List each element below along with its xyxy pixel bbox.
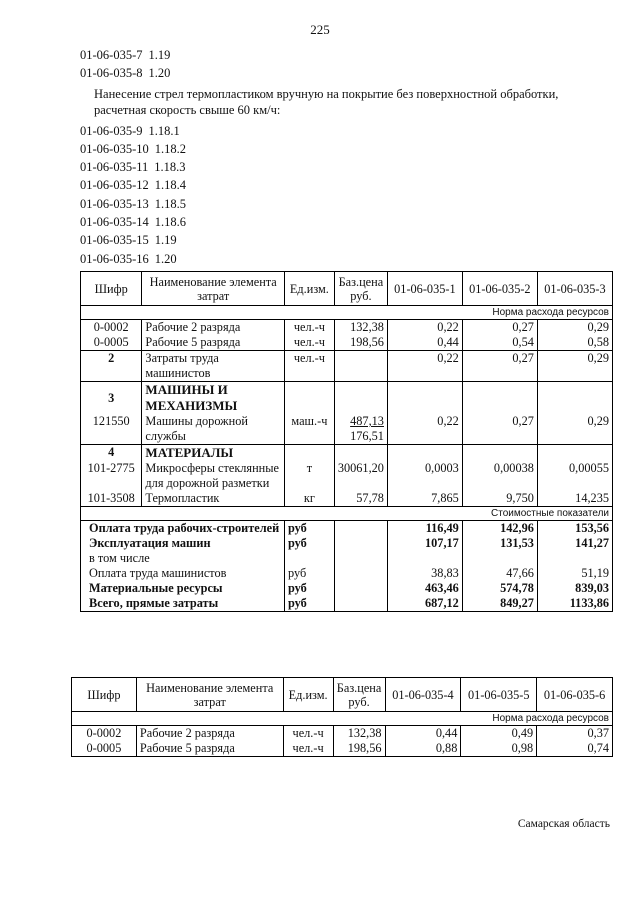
cell-empty bbox=[334, 566, 387, 581]
code-value: 1.18.2 bbox=[154, 141, 186, 156]
cell-value: 14,235 bbox=[537, 491, 612, 507]
header-col-2: 01-06-035-2 bbox=[462, 272, 537, 306]
code: 01-06-035-8 bbox=[80, 66, 143, 81]
header-col-1: 01-06-035-1 bbox=[387, 272, 462, 306]
header-col-3: 01-06-035-3 bbox=[537, 272, 612, 306]
cell-value: 0,44 bbox=[387, 335, 462, 351]
code-row bbox=[80, 122, 594, 140]
cell-value: 0,37 bbox=[537, 726, 613, 742]
cell-empty bbox=[387, 382, 462, 415]
code-row bbox=[80, 64, 594, 82]
cell-value: 0,27 bbox=[462, 351, 537, 382]
cell-value: 0,58 bbox=[537, 335, 612, 351]
header-price: Баз.цена руб. bbox=[333, 678, 385, 712]
cell-value: 0,29 bbox=[537, 351, 612, 382]
cell-value: 0,22 bbox=[387, 351, 462, 382]
table-row bbox=[72, 741, 613, 757]
total-row bbox=[81, 566, 613, 581]
cell-code: 0-0002 bbox=[81, 320, 142, 336]
cell-price: 132,38 bbox=[334, 320, 387, 336]
code-row bbox=[80, 158, 594, 176]
cell-unit: чел.-ч bbox=[284, 335, 334, 351]
cell-value: 0,88 bbox=[385, 741, 461, 757]
code: 01-06-035-15 bbox=[80, 233, 149, 248]
cell-price: 198,56 bbox=[334, 335, 387, 351]
norm-label: Норма расхода ресурсов bbox=[72, 712, 613, 726]
code-row bbox=[80, 176, 594, 194]
total-unit: руб bbox=[284, 536, 334, 566]
table-row bbox=[81, 461, 613, 491]
cell-value: 0,0003 bbox=[387, 461, 462, 491]
cell-value: 9,750 bbox=[462, 491, 537, 507]
total-name: Всего, прямые затраты bbox=[81, 596, 285, 612]
table-row bbox=[81, 335, 613, 351]
cell-value: 0,98 bbox=[461, 741, 537, 757]
total-value: 131,53 bbox=[462, 536, 537, 566]
code-row bbox=[80, 46, 594, 64]
page-number: 225 bbox=[310, 22, 330, 37]
total-value: 574,78 bbox=[462, 581, 537, 596]
total-name: Материальные ресурсы bbox=[81, 581, 285, 596]
cell-name: Рабочие 2 разряда bbox=[142, 320, 285, 336]
cell-empty bbox=[537, 445, 612, 462]
code-row bbox=[80, 231, 594, 249]
code-value: 1.18.3 bbox=[154, 160, 186, 175]
code: 01-06-035-16 bbox=[80, 251, 149, 266]
cell-empty bbox=[334, 596, 387, 612]
cell-price: 30061,20 bbox=[334, 461, 387, 491]
cell-code: 4 bbox=[81, 445, 142, 462]
cell-unit: чел.-ч bbox=[283, 726, 333, 742]
total-name: Оплата труда машинистов bbox=[81, 566, 285, 581]
total-row bbox=[81, 596, 613, 612]
cell-empty bbox=[387, 445, 462, 462]
cell-price: 132,38 bbox=[333, 726, 385, 742]
code-value: 1.19 bbox=[148, 48, 171, 62]
cell-value: 0,22 bbox=[387, 320, 462, 336]
total-value: 38,83 bbox=[387, 566, 462, 581]
cell-value: 0,49 bbox=[461, 726, 537, 742]
code-value: 1.18.6 bbox=[154, 215, 186, 230]
code-value: 1.20 bbox=[148, 66, 171, 81]
cell-unit: маш.-ч bbox=[284, 414, 334, 445]
header-row bbox=[72, 678, 613, 712]
total-value: 116,49 bbox=[387, 521, 462, 537]
cell-empty bbox=[334, 382, 387, 415]
cell-empty bbox=[284, 382, 334, 415]
cell-value: 0,27 bbox=[462, 414, 537, 445]
total-row bbox=[81, 521, 613, 537]
total-name: Оплата труда рабочих-строителей bbox=[81, 521, 285, 537]
cost-label: Стоимостные показатели bbox=[81, 507, 613, 521]
total-unit: руб bbox=[284, 581, 334, 596]
total-value: 1133,86 bbox=[537, 596, 612, 612]
cost-label-row bbox=[81, 507, 613, 521]
cell-price: 198,56 bbox=[333, 741, 385, 757]
price-numerator: 487,13 bbox=[350, 414, 384, 428]
cell-unit: т bbox=[284, 461, 334, 491]
cell-value: 0,29 bbox=[537, 320, 612, 336]
header-row bbox=[81, 272, 613, 306]
cell-code: 101-3508 bbox=[81, 491, 142, 507]
cell-code: 0-0005 bbox=[72, 741, 137, 757]
code-row bbox=[80, 213, 594, 231]
total-unit: руб bbox=[284, 596, 334, 612]
total-value: 47,66 bbox=[462, 566, 537, 581]
cell-value: 0,00038 bbox=[462, 461, 537, 491]
code: 01-06-035-14 bbox=[80, 215, 149, 230]
cell-empty bbox=[284, 445, 334, 462]
footer-region: Самарская область bbox=[517, 818, 610, 830]
cell-name: Рабочие 5 разряда bbox=[142, 335, 285, 351]
code-row bbox=[80, 195, 594, 213]
cell-unit: кг bbox=[284, 491, 334, 507]
code-value: 1.20 bbox=[154, 251, 177, 266]
table-row bbox=[81, 320, 613, 336]
total-value: 142,96 bbox=[462, 521, 537, 537]
cell-name: МАТЕРИАЛЫ bbox=[142, 445, 285, 462]
cell-unit: чел.-ч bbox=[284, 320, 334, 336]
table-row bbox=[81, 351, 613, 382]
table-row bbox=[81, 414, 613, 445]
total-value: 153,56 bbox=[537, 521, 612, 537]
code: 01-06-035-13 bbox=[80, 196, 149, 211]
cell-name: МАШИНЫ И МЕХАНИЗМЫ bbox=[142, 382, 285, 415]
total-value: 51,19 bbox=[537, 566, 612, 581]
table-row bbox=[81, 382, 613, 415]
cell-value: 7,865 bbox=[387, 491, 462, 507]
cell-unit: чел.-ч bbox=[283, 741, 333, 757]
norm-label: Норма расхода ресурсов bbox=[81, 306, 613, 320]
total-name bbox=[81, 536, 285, 566]
header-col-2: 01-06-035-5 bbox=[461, 678, 537, 712]
cell-name: Рабочие 2 разряда bbox=[136, 726, 283, 742]
code-value: 1.18.1 bbox=[148, 123, 180, 138]
cell-empty bbox=[462, 382, 537, 415]
cell-value: 0,29 bbox=[537, 414, 612, 445]
cell-value: 0,74 bbox=[537, 741, 613, 757]
cell-price bbox=[334, 414, 387, 445]
resource-table-1 bbox=[80, 271, 613, 612]
code: 01-06-035-7 bbox=[80, 48, 143, 62]
header-col-3: 01-06-035-6 bbox=[537, 678, 613, 712]
cell-empty bbox=[334, 521, 387, 537]
code-value: 1.19 bbox=[154, 233, 177, 248]
table-row bbox=[81, 491, 613, 507]
table-row bbox=[72, 726, 613, 742]
cell-empty bbox=[537, 382, 612, 415]
price-denominator: 176,51 bbox=[350, 429, 384, 443]
code: 01-06-035-10 bbox=[80, 141, 149, 156]
cell-value: 0,00055 bbox=[537, 461, 612, 491]
cell-value: 0,54 bbox=[462, 335, 537, 351]
cell-code: 101-2775 bbox=[81, 461, 142, 491]
header-col-1: 01-06-035-4 bbox=[385, 678, 461, 712]
total-value: 141,27 bbox=[537, 536, 612, 566]
code: 01-06-035-11 bbox=[80, 160, 149, 175]
cell-name: Машины дорожной службы bbox=[142, 414, 285, 445]
cell-value: 0,22 bbox=[387, 414, 462, 445]
cell-empty bbox=[334, 581, 387, 596]
cell-unit: чел.-ч bbox=[284, 351, 334, 382]
cell-code: 2 bbox=[81, 351, 142, 382]
cell-code: 0-0002 bbox=[72, 726, 137, 742]
code: 01-06-035-9 bbox=[80, 123, 143, 138]
resource-table-2 bbox=[71, 677, 613, 757]
total-value: 839,03 bbox=[537, 581, 612, 596]
total-value: 107,17 bbox=[387, 536, 462, 566]
total-value: 849,27 bbox=[462, 596, 537, 612]
table-row bbox=[81, 445, 613, 462]
code-list bbox=[80, 46, 594, 268]
cell-price: 57,78 bbox=[334, 491, 387, 507]
code-value: 1.18.5 bbox=[154, 196, 186, 211]
header-name: Наименование элемента затрат bbox=[136, 678, 283, 712]
cell-empty bbox=[334, 536, 387, 566]
cell-value: 0,27 bbox=[462, 320, 537, 336]
cell-value: 0,44 bbox=[385, 726, 461, 742]
total-unit: руб bbox=[284, 521, 334, 537]
total-value: 687,12 bbox=[387, 596, 462, 612]
cell-empty bbox=[334, 445, 387, 462]
header-unit: Ед.изм. bbox=[283, 678, 333, 712]
header-code: Шифр bbox=[81, 272, 142, 306]
section-description: Нанесение стрел термопластиком вручную на покрытие без поверхностной обработки, расчетная скорость свыше 60 км/ч: bbox=[94, 86, 559, 117]
cell-price bbox=[334, 351, 387, 382]
cell-code: 0-0005 bbox=[81, 335, 142, 351]
cell-name: Микросферы стеклянные для дорожной разметки bbox=[142, 461, 285, 491]
total-name-text: Эксплуатация машин bbox=[89, 536, 211, 550]
header-code: Шифр bbox=[72, 678, 137, 712]
header-unit: Ед.изм. bbox=[284, 272, 334, 306]
total-unit: руб bbox=[284, 566, 334, 581]
total-row bbox=[81, 581, 613, 596]
code-row bbox=[80, 250, 594, 268]
code-row bbox=[80, 140, 594, 158]
total-value: 463,46 bbox=[387, 581, 462, 596]
norm-label-row bbox=[72, 712, 613, 726]
code: 01-06-035-12 bbox=[80, 178, 149, 193]
cell-empty bbox=[462, 445, 537, 462]
cell-name: Затраты труда машинистов bbox=[142, 351, 285, 382]
norm-label-row bbox=[81, 306, 613, 320]
cell-code: 121550 bbox=[81, 414, 142, 445]
total-row bbox=[81, 536, 613, 566]
header-name: Наименование элемента затрат bbox=[142, 272, 285, 306]
cell-name: Рабочие 5 разряда bbox=[136, 741, 283, 757]
total-subtext: в том числе bbox=[89, 551, 150, 565]
cell-name: Термопластик bbox=[142, 491, 285, 507]
header-price: Баз.цена руб. bbox=[334, 272, 387, 306]
code-value: 1.18.4 bbox=[154, 178, 186, 193]
cell-code: 3 bbox=[81, 382, 142, 415]
